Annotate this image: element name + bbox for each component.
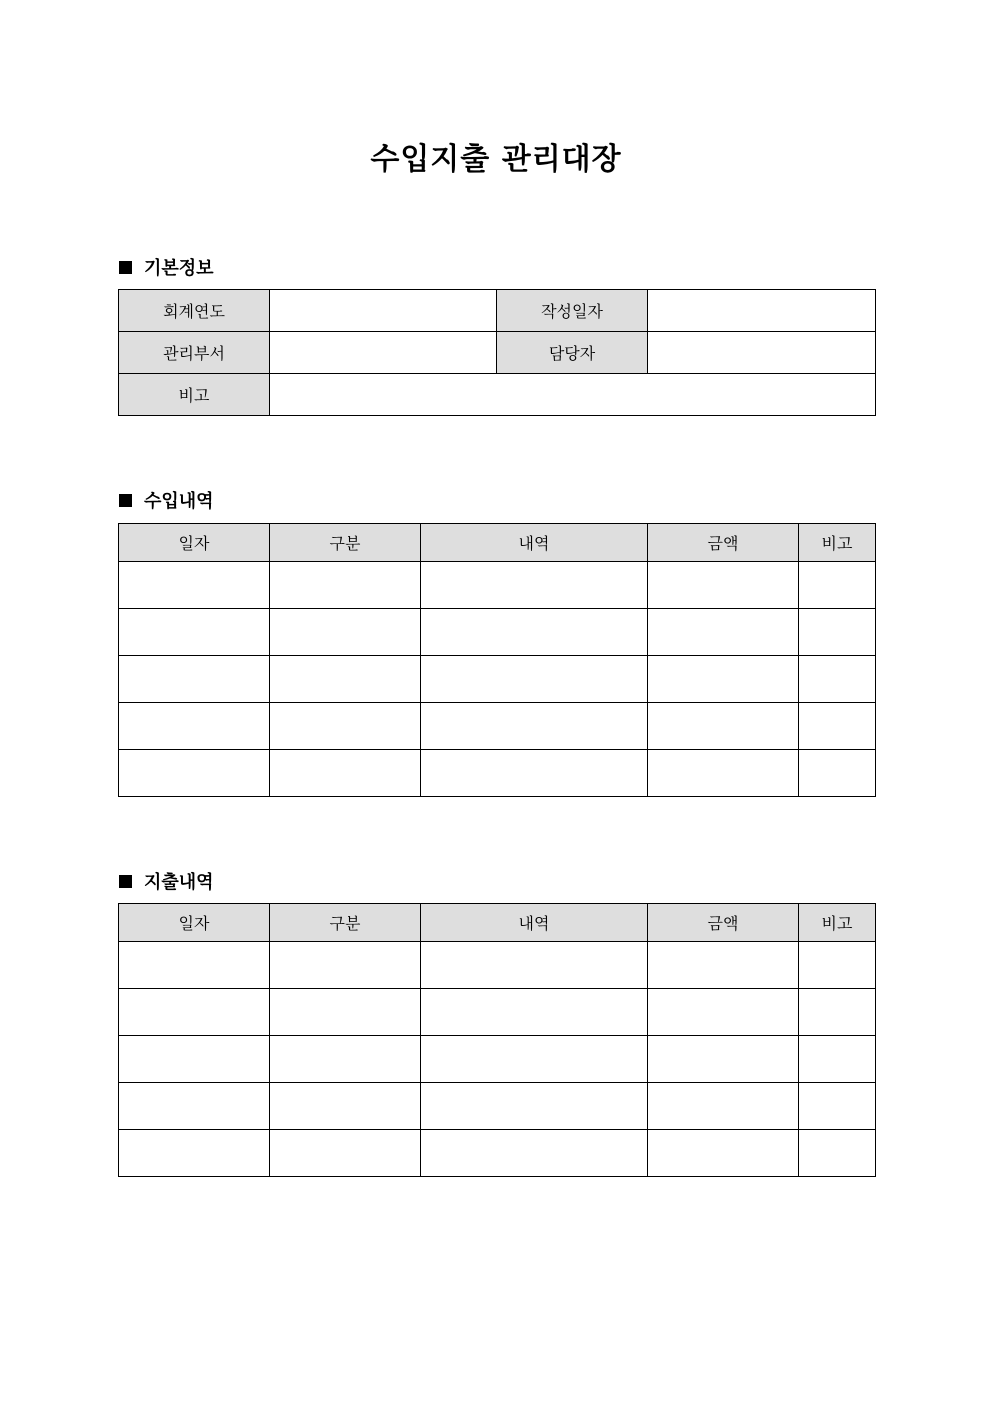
date-cell[interactable] [119,1036,270,1083]
expense-header-row [119,904,876,942]
description-cell[interactable] [421,656,648,703]
remarks-cell[interactable] [799,989,876,1036]
description-cell[interactable] [421,942,648,989]
remarks-cell[interactable] [799,942,876,989]
remarks-cell[interactable] [799,562,876,609]
fiscal-year-field[interactable] [270,290,497,332]
remarks-cell[interactable] [799,656,876,703]
basic-info-row [119,332,876,374]
document-title: 수입지출 관리대장 [370,142,622,177]
date-cell[interactable] [119,703,270,750]
table-row [119,942,876,989]
remarks-cell[interactable] [799,703,876,750]
table-row [119,562,876,609]
amount-cell[interactable] [648,750,799,797]
basic-info-heading [119,254,214,280]
basic-info-row [119,290,876,332]
column-header-description: 내역 [421,524,648,562]
expense-heading-label: 지출내역 [144,872,214,893]
black-square-icon [119,494,132,507]
date-cell[interactable] [119,1083,270,1130]
remarks-cell[interactable] [799,1036,876,1083]
black-square-icon [119,261,132,274]
remarks-cell[interactable] [799,750,876,797]
column-header-date: 일자 [119,524,270,562]
table-row [119,1083,876,1130]
column-header-remarks: 비고 [799,904,876,942]
expense-table [118,903,876,1177]
basic-info-row [119,374,876,416]
category-cell[interactable] [270,750,421,797]
income-table [118,523,876,797]
table-row [119,703,876,750]
date-cell[interactable] [119,656,270,703]
amount-cell[interactable] [648,562,799,609]
description-cell[interactable] [421,750,648,797]
written-date-label: 작성일자 [497,290,648,332]
table-row [119,1130,876,1177]
date-cell[interactable] [119,1130,270,1177]
date-cell[interactable] [119,750,270,797]
description-cell[interactable] [421,609,648,656]
date-cell[interactable] [119,942,270,989]
date-cell[interactable] [119,609,270,656]
remarks-cell[interactable] [799,1130,876,1177]
amount-cell[interactable] [648,609,799,656]
category-cell[interactable] [270,656,421,703]
description-cell[interactable] [421,1130,648,1177]
department-field[interactable] [270,332,497,374]
basic-info-table [118,289,876,416]
category-cell[interactable] [270,1130,421,1177]
description-cell[interactable] [421,562,648,609]
income-heading [119,487,214,513]
amount-cell[interactable] [648,656,799,703]
description-cell[interactable] [421,703,648,750]
table-row [119,989,876,1036]
description-cell[interactable] [421,989,648,1036]
column-header-category: 구분 [270,524,421,562]
column-header-remarks: 비고 [799,524,876,562]
remarks-label: 비고 [119,374,270,416]
column-header-amount: 금액 [648,904,799,942]
category-cell[interactable] [270,989,421,1036]
written-date-field[interactable] [648,290,876,332]
basic-info-heading-label: 기본정보 [144,258,214,279]
income-heading-label: 수입내역 [144,491,214,512]
category-cell[interactable] [270,1083,421,1130]
category-cell[interactable] [270,942,421,989]
table-row [119,656,876,703]
remarks-cell[interactable] [799,1083,876,1130]
date-cell[interactable] [119,989,270,1036]
expense-heading [119,868,214,894]
category-cell[interactable] [270,609,421,656]
category-cell[interactable] [270,562,421,609]
amount-cell[interactable] [648,942,799,989]
black-square-icon [119,875,132,888]
column-header-amount: 금액 [648,524,799,562]
manager-label: 담당자 [497,332,648,374]
date-cell[interactable] [119,562,270,609]
table-row [119,1036,876,1083]
description-cell[interactable] [421,1036,648,1083]
manager-field[interactable] [648,332,876,374]
remarks-field[interactable] [270,374,876,416]
category-cell[interactable] [270,1036,421,1083]
category-cell[interactable] [270,703,421,750]
income-header-row [119,524,876,562]
column-header-description: 내역 [421,904,648,942]
amount-cell[interactable] [648,1036,799,1083]
column-header-date: 일자 [119,904,270,942]
remarks-cell[interactable] [799,609,876,656]
amount-cell[interactable] [648,1083,799,1130]
fiscal-year-label: 회계연도 [119,290,270,332]
amount-cell[interactable] [648,703,799,750]
amount-cell[interactable] [648,1130,799,1177]
description-cell[interactable] [421,1083,648,1130]
table-row [119,609,876,656]
column-header-category: 구분 [270,904,421,942]
table-row [119,750,876,797]
amount-cell[interactable] [648,989,799,1036]
department-label: 관리부서 [119,332,270,374]
